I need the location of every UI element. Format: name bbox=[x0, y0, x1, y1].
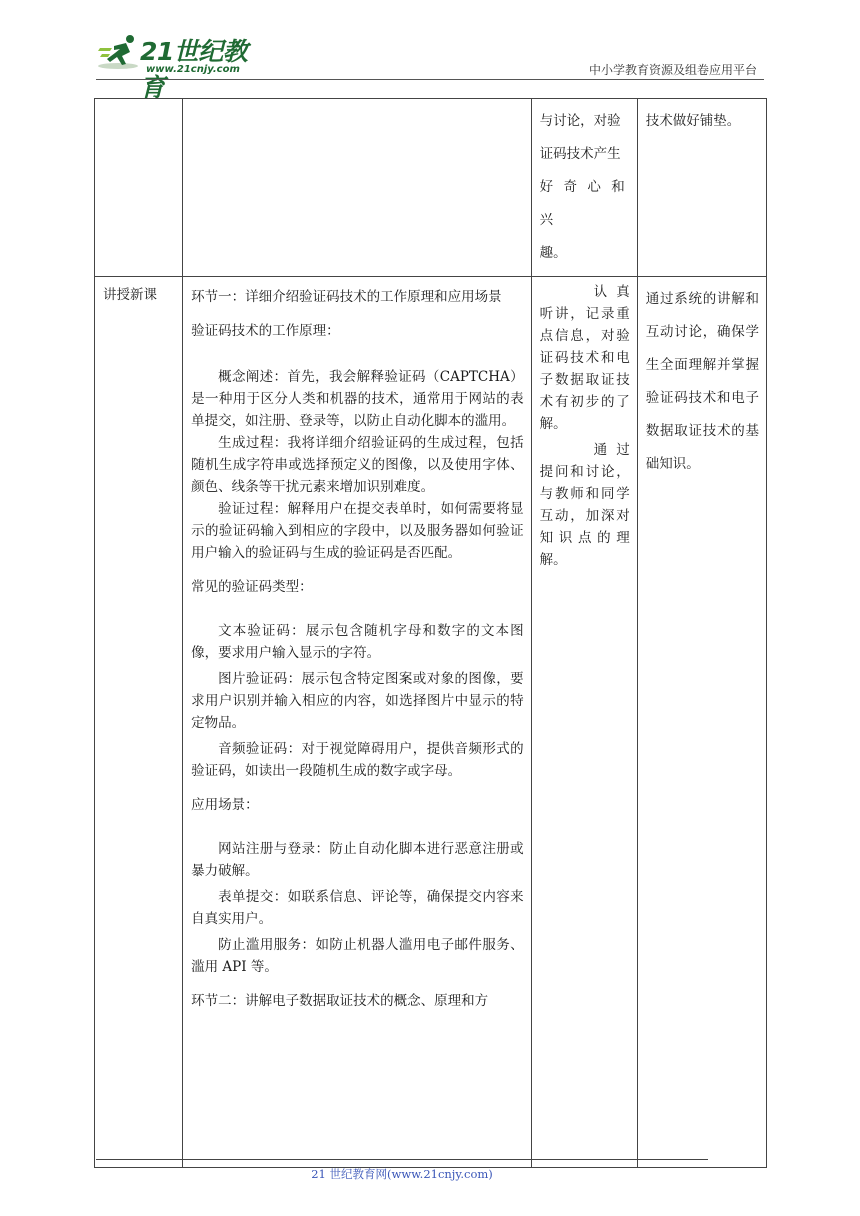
runner-logo-icon bbox=[96, 32, 144, 72]
teacher-activity-cell bbox=[183, 99, 532, 277]
table-row bbox=[95, 277, 767, 1168]
paragraph: 网站注册与登录：防止自动化脚本进行恶意注册或暴力破解。 bbox=[191, 841, 524, 879]
paragraph: 防止滥用服务：如防止机器人滥用电子邮件服务、滥用 API 等。 bbox=[191, 937, 524, 975]
student-activity-cell bbox=[531, 277, 637, 1168]
subheading: 应用场景： bbox=[191, 797, 259, 813]
paragraph: 音频验证码：对于视觉障碍用户，提供音频形式的验证码，如读出一段随机生成的数字或字母。 bbox=[191, 741, 524, 779]
paragraph: 概念阐述：首先，我会解释验证码（CAPTCHA）是一种用于区分人类和机器的技术，通常用于网站的表单提交，如注册、登录等，以防止自动化脚本的滥用。 bbox=[191, 369, 524, 429]
section-heading: 环节一：详细介绍验证码技术的工作原理和应用场景 bbox=[191, 289, 502, 305]
stage-cell bbox=[95, 277, 183, 1168]
section-heading: 环节二：讲解电子数据取证技术的概念、原理和方 bbox=[191, 993, 489, 1009]
teacher-activity-cell bbox=[183, 277, 532, 1168]
design-intent-cell bbox=[637, 277, 766, 1168]
paragraph: 通过提问和讨论，与教师和同学互动，加深对知识点的理解。 bbox=[539, 442, 630, 568]
footer-divider bbox=[96, 1159, 708, 1160]
footer-link[interactable]: 21 世纪教育网(www.21cnjy.com) bbox=[311, 1167, 493, 1181]
subheading: 常见的验证码类型： bbox=[191, 579, 313, 595]
logo-url: www.21cnjy.com bbox=[146, 64, 240, 75]
site-logo bbox=[96, 32, 258, 102]
student-line: 趣。 bbox=[539, 245, 567, 261]
paragraph: 文本验证码：展示包含随机字母和数字的文本图像，要求用户输入显示的字符。 bbox=[191, 623, 524, 661]
header-divider bbox=[96, 79, 764, 80]
student-activity-cell bbox=[531, 99, 637, 277]
student-line: 好奇心和兴 bbox=[539, 179, 630, 228]
paragraph: 认真听讲，记录重点信息，对验证码技术和电子数据取证技术有初步的了解。 bbox=[539, 284, 630, 432]
student-line: 与讨论，对验 bbox=[539, 113, 621, 129]
intent-line: 技术做好铺垫。 bbox=[645, 113, 741, 129]
student-line: 证码技术产生 bbox=[539, 146, 621, 162]
lesson-plan-table bbox=[94, 98, 767, 1168]
paragraph: 通过系统的讲解和互动讨论，确保学生全面理解并掌握验证码技术和电子数据取证技术的基础知识。 bbox=[645, 291, 759, 472]
platform-name: 中小学教育资源及组卷应用平台 bbox=[588, 63, 757, 77]
paragraph: 图片验证码：展示包含特定图案或对象的图像，要求用户识别并输入相应的内容，如选择图片中显示的特定物品。 bbox=[191, 671, 524, 731]
stage-label: 讲授新课 bbox=[103, 287, 157, 303]
stage-cell bbox=[95, 99, 183, 277]
subheading: 验证码技术的工作原理： bbox=[191, 323, 340, 339]
table-row bbox=[95, 99, 767, 277]
design-intent-cell bbox=[637, 99, 766, 277]
paragraph: 生成过程：我将详细介绍验证码的生成过程，包括随机生成字符串或选择预定义的图像，以及使用字体、颜色、线条等干扰元素来增加识别难度。 bbox=[191, 435, 524, 495]
paragraph: 验证过程：解释用户在提交表单时，如何需要将显示的验证码输入到相应的字段中，以及服务器如何验证用户输入的验证码与生成的验证码是否匹配。 bbox=[191, 501, 524, 561]
logo-wordmark: 21世纪教育 bbox=[140, 37, 248, 102]
paragraph: 表单提交：如联系信息、评论等，确保提交内容来自真实用户。 bbox=[191, 889, 524, 927]
